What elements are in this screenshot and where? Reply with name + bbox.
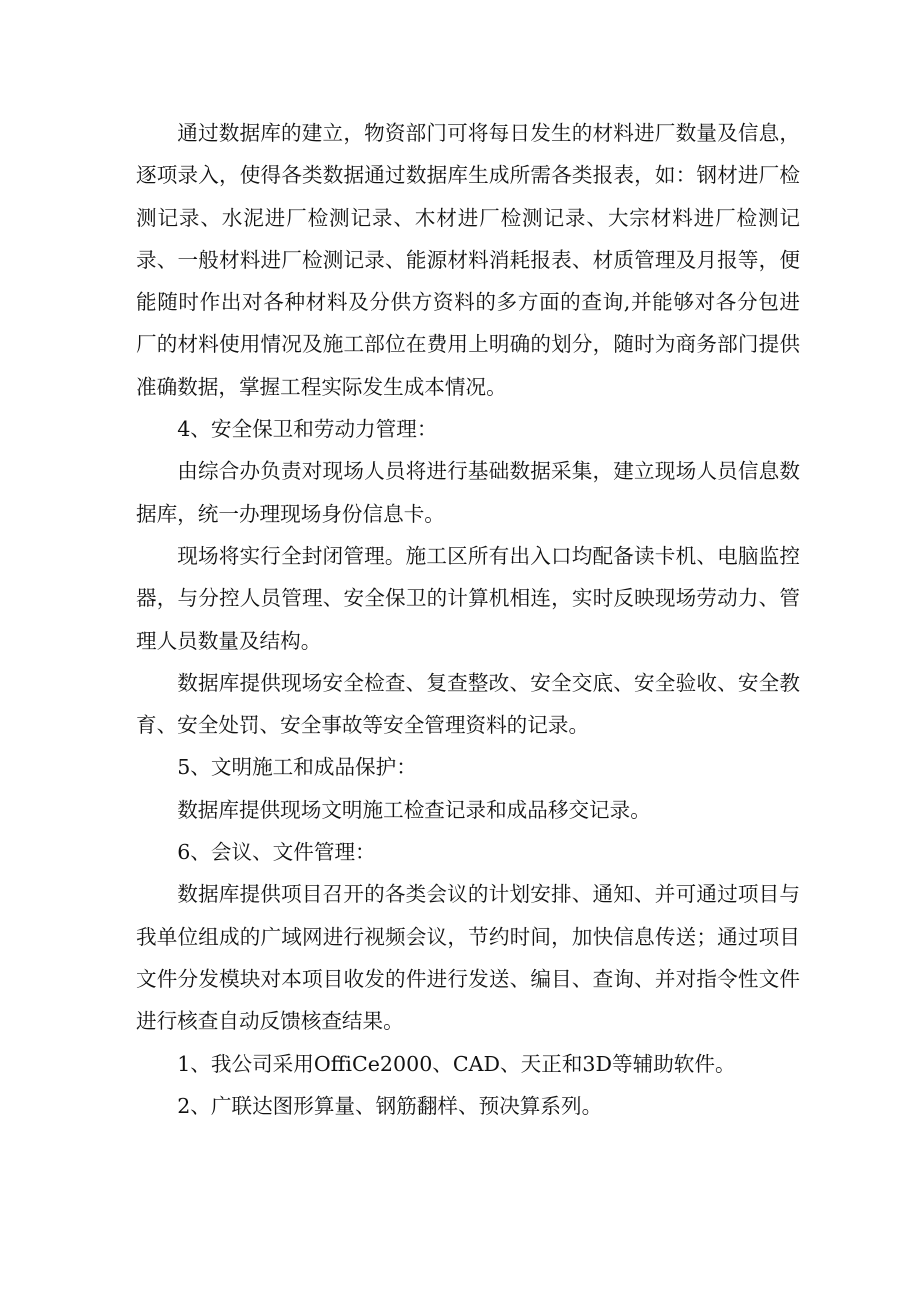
list-item-software-1: 1、我公司采用OffiCe2000、CAD、天正和3D等辅助软件。	[177, 1051, 736, 1076]
paragraph-site-closure: 现场将实行全封闭管理。施工区所有出入口均配备读卡机、电脑监控器，与分控人员管理、安全保卫的计算机相连，实时反映现场劳动力、管理人员数量及结构。	[136, 543, 800, 653]
heading-security-labor: 4、安全保卫和劳动力管理：	[177, 417, 438, 442]
paragraph-personnel-data: 由综合办负责对现场人员将进行基础数据采集，建立现场人员信息数据库，统一办理现场身份信息卡。	[136, 459, 800, 526]
list-item-software-2: 2、广联达图形算量、钢筋翻样、预决算系列。	[177, 1093, 603, 1118]
heading-civilized-construction: 5、文明施工和成品保护：	[177, 755, 417, 780]
paragraph-materials-database: 通过数据库的建立，物资部门可将每日发生的材料进厂数量及信息，逐项录入，使得各类数据通过数据库生成所需各类报表，如：钢材进厂检测记录、水泥进厂检测记录、木材进厂检测记录、大宗材料进厂检测记录、一般材料进厂检测记录、能源材料消耗报表、材质管理及月报等，便能随时作出对各种材料及分供方资料的多方面的查询,并能够对各分包进厂的材料使用情况及施工部位在费用上明确的划分，随时为商务部门提供准确数据，掌握工程实际发生成本情况。	[136, 121, 800, 399]
paragraph-meeting-arrangements: 数据库提供项目召开的各类会议的计划安排、通知、并可通过项目与我单位组成的广域网进行视频会议，节约时间，加快信息传送；通过项目文件分发模块对本项目收发的件进行发送、编目、查询、并对指令性文件进行核查自动反馈核查结果。	[136, 882, 800, 1034]
document-body	[136, 112, 800, 1127]
paragraph-inspection-records: 数据库提供现场文明施工检查记录和成品移交记录。	[177, 797, 651, 822]
heading-meeting-file-management: 6、会议、文件管理：	[177, 840, 376, 865]
paragraph-safety-records: 数据库提供现场安全检查、复查整改、安全交底、安全验收、安全教育、安全处罚、安全事故等安全管理资料的记录。	[136, 670, 800, 738]
